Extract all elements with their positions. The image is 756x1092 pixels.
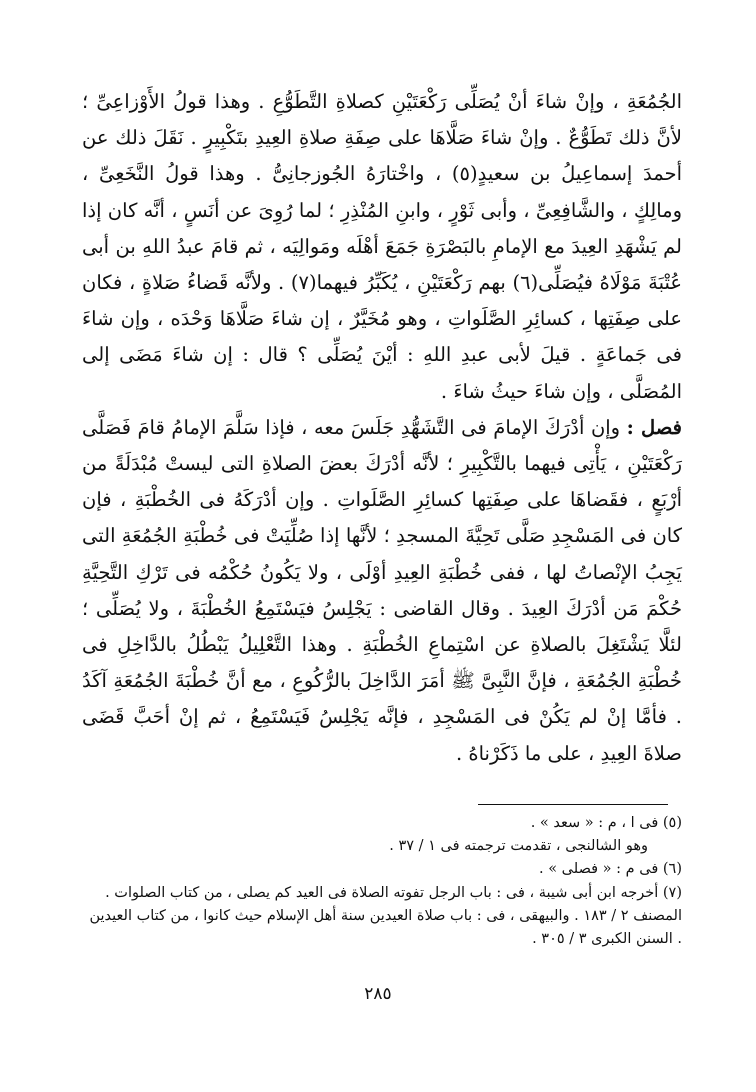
paragraph-1: الجُمُعَةِ ، وإنْ شاءَ أنْ يُصَلِّى رَكْعَتَيْنِ كصلاةِ التَّطَوُّعِ . وهذا قولُ الأَوْزاعِىِّ ؛ لأنَّ ذلك تَطَوُّعٌ . وإنْ شاءَ صَلَّاهَا على صِفَةِ صلاةِ العِيدِ بتَكْبِيرٍ . نَقَلَ ذلك عن أحمدَ إسماعِيلُ بن سعيدٍ(٥) ، واخْتارَهُ الجُوزجانِىُّ . وهذا قولُ النَّخَعِىِّ ، ومالِكٍ ، والشَّافِعِىِّ ، وأبى ثَوْرٍ ، وابنِ المُنْذِرِ ؛ لما رُوِىَ عن أنَسٍ ، أنَّه كان إذا لم يَشْهَدِ العِيدَ مع الإمامِ بالبَصْرَةِ جَمَعَ أهْلَه ومَوالِيَه ، ثم قامَ عبدُ اللهِ بن أبى عُتْبَةَ مَوْلَاهُ فيُصَلِّى(٦) بهم رَكْعَتَيْنِ ، يُكَبِّرُ فيهما(٧) . ولأنَّه قَضاءُ صَلاةٍ ، فكان على صِفَتِها ، كسائِرِ الصَّلَواتِ ، وهو مُخَيَّرٌ ، إن شاءَ صَلَّاهَا وَحْدَه ، وإن شاءَ فى جَماعَةٍ . قيلَ لأبى عبدِ اللهِ : أيْنَ يُصَلِّى ؟ قال : إن شاءَ مَضَى إلى المُصَلَّى ، وإن شاءَ حيثُ شاءَ . [82,90,682,403]
footnote-7: (٧) أخرجه ابن أبى شيبة ، فى : باب الرجل تفوته الصلاة فى العيد كم يصلى ، من كتاب الصلوات . المصنف ٢ / ١٨٣ . والبيهقى ، فى : باب صلاة العيدين سنة أهل الإسلام حيث كانوا ، من كتاب العيدين . السنن الكبرى ٣ / ٣٠٥ . [89,884,682,948]
footnote-separator [478,804,668,805]
section-label-fasl: فصل : [626,415,682,439]
footnotes [82,812,682,951]
footnote-5-note: وهو الشالنجى ، تقدمت ترجمته فى ١ / ٣٧ . [389,838,648,855]
footnote-5: (٥) فى ا ، م : « سعد » . [530,815,682,831]
page-number: ٢٨٥ [364,984,392,1004]
main-text [82,84,682,772]
paragraph-2 [82,410,682,772]
footnote-6: (٦) فى م : « فصلى » . [538,861,682,878]
paragraph-2-text: وإن أدْرَكَ الإمامَ فى التَّشَهُّدِ جَلَسَ معه ، فإذا سَلَّمَ الإمامُ قامَ فَصَلَّى رَكْعَتَيْنِ ، يَأْتِى فيهما بالتَّكْبِيرِ ؛ لأنَّه أدْرَكَ بعضَ الصلاةِ التى ليستْ مُبْدَلَةً من أرْبَعٍ ، فقَضاهَا على صِفَتِها كسائِرِ الصَّلَواتِ . وإن أدْرَكَهُ فى الخُطْبَةِ ، فإن كان فى المَسْجِدِ صَلَّى تَحِيَّةَ المسجدِ ؛ لأنَّها إذا صُلِّيَتْ فى خُطْبَةِ الجُمُعَةِ التى يَجِبُ الإنْصاتُ لها ، ففى خُطْبَةِ العِيدِ أوْلَى ، ولا يَكُونُ حُكْمُه فى تَرْكِ التَّحِيَّةِ حُكْمَ مَن أدْرَكَ العِيدَ . وقال القاضى : يَجْلِسُ فيَسْتَمِعُ الخُطْبَةَ ، ولا يُصَلِّى ؛ لئلَّا يَشْتَغِلَ بالصلاةِ عن اسْتِماعِ الخُطْبَةِ . وهذا التَّعْلِيلُ يَبْطُلُ بالدَّاخِلِ فى خُطْبَةِ الجُمُعَةِ ، فإنَّ النَّبِىَّ ﷺ أمَرَ الدَّاخِلَ بالرُّكُوعِ ، مع أنَّ خُطْبَةَ الجُمُعَةِ آكَدُ . فأمَّا إنْ لم يَكُنْ فى المَسْجِدِ ، فإنَّه يَجْلِسُ فَيَسْتَمِعُ ، ثم إنْ أحَبَّ قَضَى صلاةَ العِيدِ ، على ما ذَكَرْناهُ . [82,415,682,765]
